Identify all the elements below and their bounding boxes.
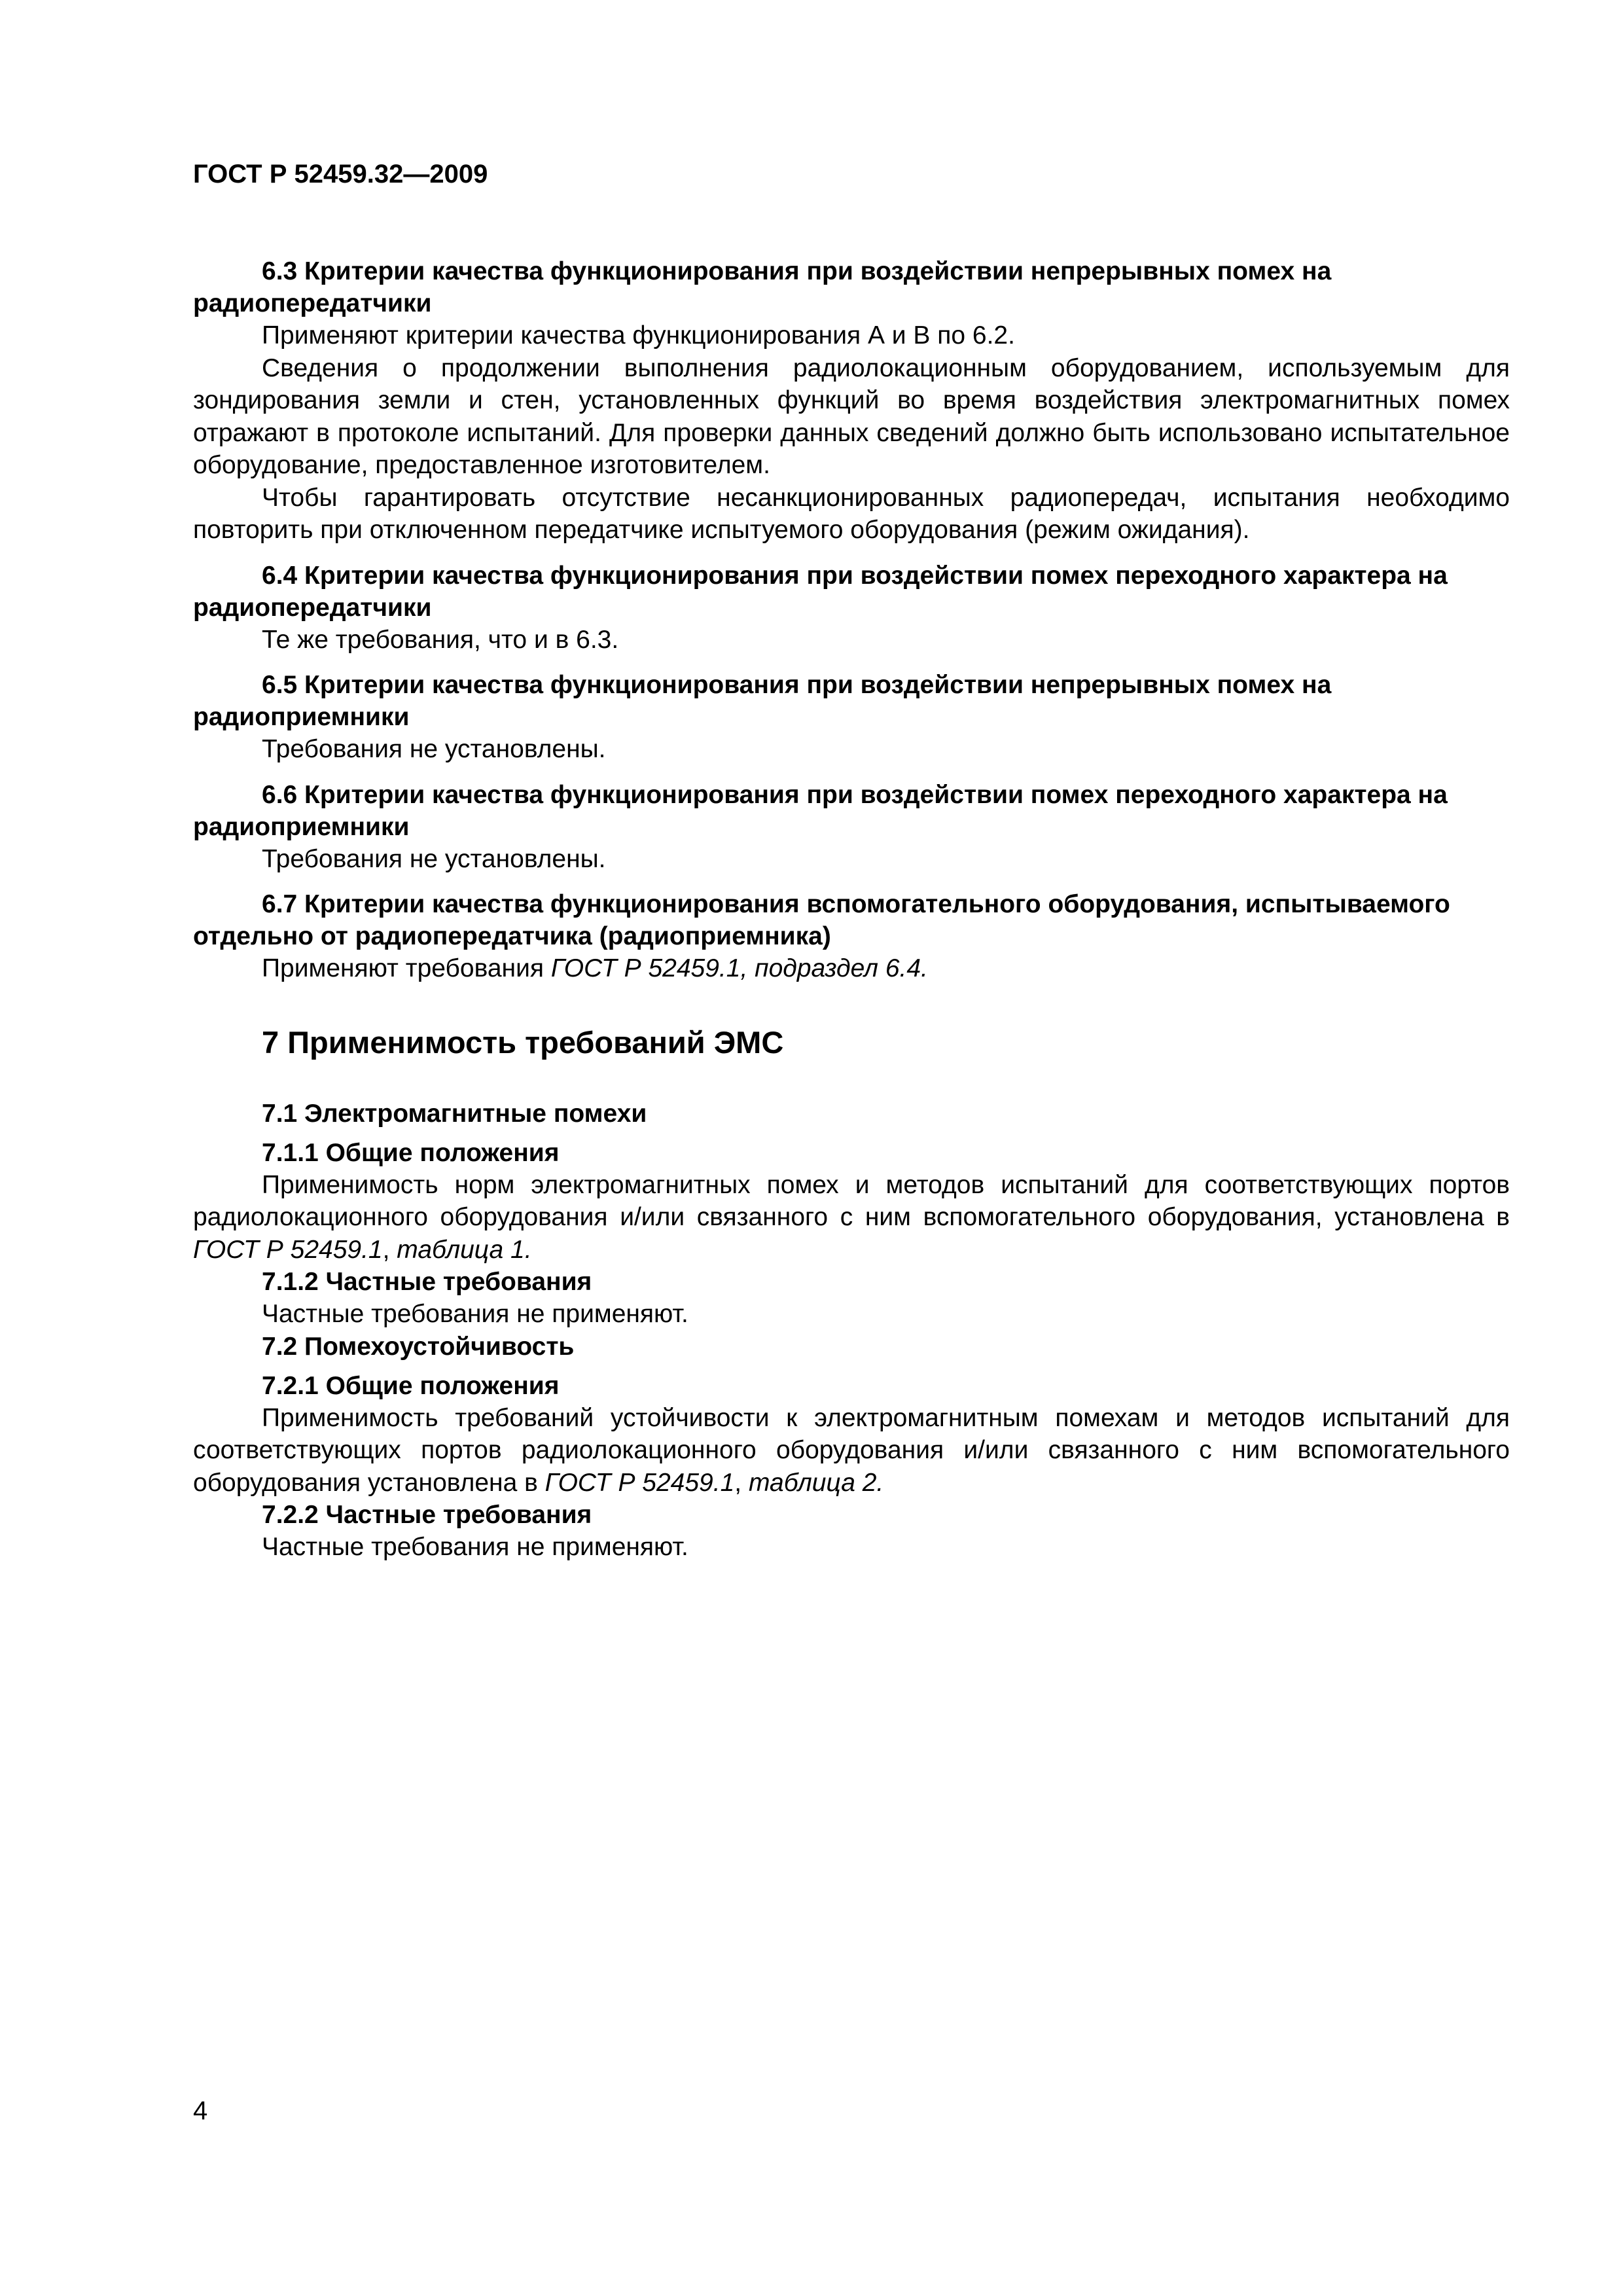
section-7-2-1-separator: , [734, 1468, 749, 1497]
section-6-4-title: 6.4 Критерии качества функционирования при воздействии помех переходного характера на радиопередатчики [193, 561, 1448, 622]
section-6-6-title: 6.6 Критерии качества функционирования при воздействии помех переходного характера на радиоприемники [193, 780, 1448, 841]
section-6-3-title: 6.3 Критерии качества функционирования при воздействии непрерывных помех на радиопередатчики [193, 257, 1332, 317]
section-7-2-2-paragraph: Частные требования не применяют. [262, 1533, 688, 1561]
section-7-2-1-paragraph [193, 1402, 1510, 1499]
section-7-1-1-title: 7.1.1 Общие положения [262, 1138, 560, 1167]
section-7-1-1-reference-standard: ГОСТ Р 52459.1 [193, 1235, 383, 1264]
page-number: 4 [193, 2096, 208, 2125]
document-id: ГОСТ Р 52459.32—2009 [193, 160, 488, 188]
section-7-2-1-reference-table: таблица 2. [748, 1468, 884, 1497]
section-6-5-paragraph-1: Требования не установлены. [262, 735, 606, 763]
section-7-2-2-title: 7.2.2 Частные требования [262, 1501, 592, 1529]
section-6-7-reference: ГОСТ Р 52459.1, подраздел 6.4. [550, 954, 928, 982]
section-7-1-2-paragraph: Частные требования не применяют. [262, 1300, 688, 1328]
section-7-1-1-paragraph [193, 1169, 1510, 1266]
section-6-7-text: Применяют требования [262, 954, 551, 982]
section-6-3-paragraph-2: Сведения о продолжении выполнения радиолокационным оборудованием, используемым для зондирования земли и стен, установленных функций во время воздействия электромагнитных помех отражают в протоколе испытаний. Для проверки данных сведений должно быть использовано испытательное оборудование, предоставленное изготовителем. [193, 353, 1510, 479]
section-7-2-1-text: Применимость требований устойчивости к электромагнитным помехам и методов испытаний для соответствующих портов радиолокационного оборудования и/или связанного с ним вспомогательного оборудования установлена в [193, 1403, 1510, 1497]
chapter-7-title: 7 Применимость требований ЭМС [262, 1024, 784, 1060]
section-6-7-title: 6.7 Критерии качества функционирования вспомогательного оборудования, испытываемого отдельно от радиопередатчика (радиоприемника) [193, 890, 1450, 950]
section-7-1-1-separator: , [382, 1235, 397, 1264]
section-6-6-paragraph-1: Требования не установлены. [262, 844, 606, 873]
section-7-1-title: 7.1 Электромагнитные помехи [262, 1099, 647, 1128]
section-7-2-1-reference-standard: ГОСТ Р 52459.1 [544, 1468, 735, 1497]
section-6-5-title: 6.5 Критерии качества функционирования при воздействии непрерывных помех на радиоприемники [193, 671, 1332, 731]
section-7-2-title: 7.2 Помехоустойчивость [262, 1332, 575, 1361]
section-6-4-paragraph-1: Те же требования, что и в 6.3. [262, 625, 619, 654]
section-7-1-2-title: 7.1.2 Частные требования [262, 1268, 592, 1296]
section-7-1-1-reference-table: таблица 1. [397, 1235, 532, 1264]
section-7-2-1-title: 7.2.1 Общие положения [262, 1371, 560, 1400]
section-6-3-paragraph-1: Применяют критерии качества функционирования А и В по 6.2. [262, 321, 1015, 350]
document-page [193, 157, 1510, 1564]
section-6-7-paragraph-1 [193, 952, 1510, 985]
section-7-1-1-text: Применимость норм электромагнитных помех и методов испытаний для соответствующих портов радиолокационного оборудования и/или связанного с ним вспомогательного оборудования, установлена в [193, 1170, 1510, 1231]
section-6-3-paragraph-3: Чтобы гарантировать отсутствие несанкционированных радиопередач, испытания необходимо повторить при отключенном передатчике испытуемого оборудования (режим ожидания). [193, 483, 1510, 544]
